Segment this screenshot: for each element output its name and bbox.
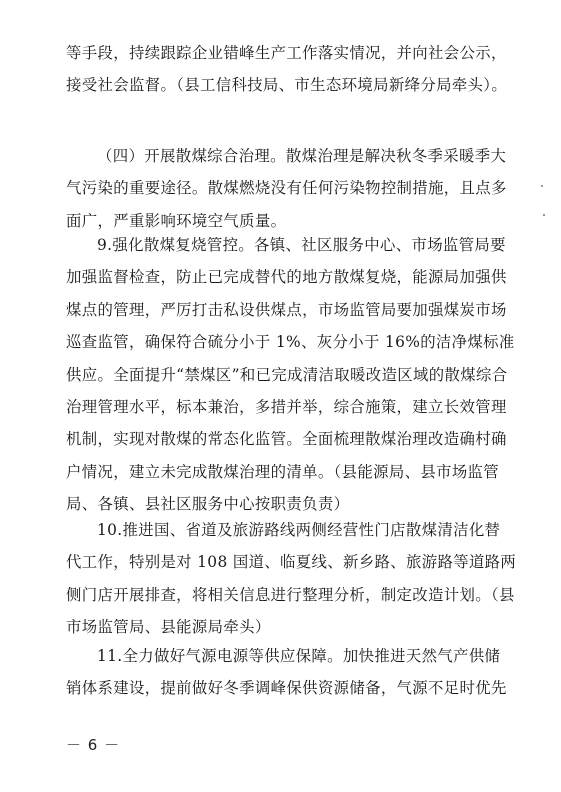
text-line: （四）开展散煤综合治理。散煤治理是解决秋冬季采暖季大 (97, 147, 507, 165)
text-line: 煤点的管理，严厉打击私设供煤点，市场监管局要加强煤炭市场 (66, 300, 507, 319)
text-line: 侧门店开展排查，将相关信息进行整理分析，制定改造计划。（县 (66, 585, 515, 604)
section-heading-paragraph (66, 140, 507, 237)
text-line: 巡查监管，确保符合硫分小于 1%、灰分小于 16%的洁净煤标准 (66, 333, 515, 352)
text-line: 销体系建设，提前做好冬季调峰保供资源储备，气源不足时优先 (66, 679, 507, 698)
text-line: 供应。全面提升“禁煤区”和已完成清洁取暖改造区域的散煤综合 (66, 365, 508, 384)
text-line: 加强监督检查，防止已完成替代的地方散煤复烧，能源局加强供 (66, 268, 507, 287)
text-line: 气污染的重要途径。散煤燃烧没有任何污染物控制措施，且点多 (66, 179, 507, 198)
page-number: － 6 － (66, 736, 121, 754)
text-line: 局、各镇、县社区服务中心按职责负责） (66, 495, 350, 514)
scan-speck (541, 185, 543, 187)
scan-speck (543, 214, 545, 216)
item-10-paragraph (66, 514, 517, 644)
text-line: 11.全力做好气源电源等供应保障。加快推进天然气产供储 (97, 647, 501, 665)
item-11-paragraph (66, 640, 507, 705)
text-line: 接受社会监督。（县工信科技局、市生态环境局新绛分局牵头）。 (66, 76, 508, 95)
item-9-paragraph (66, 229, 515, 521)
text-line: 户情况，建立未完成散煤治理的清单。（县能源局、县市场监管 (66, 462, 500, 481)
text-line: 10.推进国、省道及旅游路线两侧经营性门店散煤清洁化替 (97, 521, 501, 539)
text-line: 等手段，持续跟踪企业错峰生产工作落实情况，并向社会公示， (66, 44, 507, 62)
text-line: 代工作，特别是对 108 国道、临夏线、新乡路、旅游路等道路两 (66, 553, 517, 572)
paragraph-enforcement-tail (66, 37, 508, 102)
text-line: 面广，严重影响环境空气质量。 (66, 211, 287, 230)
text-line: 治理管理水平，标本兼治，多措并举，综合施策，建立长效管理 (66, 398, 507, 417)
text-line: 市场监管局、县能源局牵头） (66, 618, 271, 637)
text-line: 机制，实现对散煤的常态化监管。全面梳理散煤治理改造确村确 (66, 430, 507, 449)
text-line: 9.强化散煤复烧管控。各镇、社区服务中心、市场监管局要 (97, 236, 506, 254)
